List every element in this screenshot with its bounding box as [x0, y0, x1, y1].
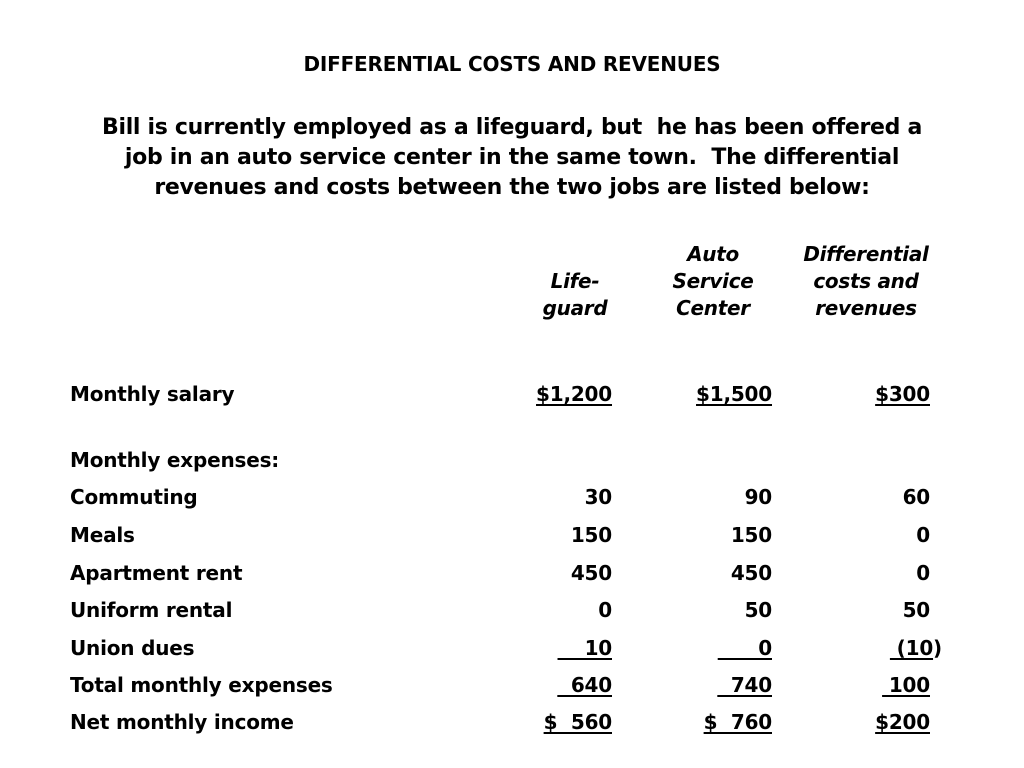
column-header-line: costs and: [813, 269, 919, 293]
cell-meals-differential: 0: [916, 523, 930, 547]
cell-salary-lifeguard: $1,200: [536, 382, 612, 406]
column-header-auto-service-center: [648, 241, 778, 322]
column-header-differential: [790, 241, 942, 322]
row-label-apartment-rent: Apartment rent: [70, 561, 243, 585]
cell-meals-auto: 150: [730, 523, 772, 547]
cell-salary-auto: $1,500: [696, 382, 772, 406]
cell-uniform-lifeguard: 0: [598, 598, 612, 622]
cell-union-differential: [890, 636, 942, 660]
cell-rent-lifeguard: 450: [570, 561, 612, 585]
cell-total-differential: 100: [882, 673, 930, 697]
cell-uniform-auto: 50: [744, 598, 772, 622]
cell-net-lifeguard: $ 560: [543, 710, 612, 734]
cell-union-differential-value: (10: [889, 636, 934, 660]
row-label-total-monthly-expenses: Total monthly expenses: [70, 673, 333, 697]
row-label-union-dues: Union dues: [70, 636, 195, 660]
column-header-line: Auto: [687, 242, 739, 266]
cell-total-auto: 740: [717, 673, 772, 697]
row-label-net-monthly-income: Net monthly income: [70, 710, 294, 734]
row-label-commuting: Commuting: [70, 485, 198, 509]
cell-union-lifeguard: 10: [557, 636, 612, 660]
intro-line: revenues and costs between the two jobs are listed below:: [154, 175, 870, 200]
cell-rent-auto: 450: [730, 561, 772, 585]
cell-commuting-auto: 90: [744, 485, 772, 509]
document-title: DIFFERENTIAL COSTS AND REVENUES: [303, 52, 721, 76]
cell-net-differential: $200: [875, 710, 930, 734]
cell-rent-differential: 0: [916, 561, 930, 585]
intro-line: Bill is currently employed as a lifeguard, but he has been offered a: [101, 115, 923, 140]
column-header-line: guard: [542, 296, 608, 320]
cell-commuting-differential: 60: [902, 485, 930, 509]
column-header-line: Differential: [803, 242, 929, 266]
intro-line: job in an auto service center in the same town. The differential: [124, 145, 900, 170]
cell-salary-differential: $300: [875, 382, 930, 406]
row-label-monthly-salary: Monthly salary: [70, 382, 235, 406]
row-label-meals: Meals: [70, 523, 135, 547]
cell-commuting-lifeguard: 30: [584, 485, 612, 509]
cell-union-differential-paren: ): [933, 636, 942, 660]
row-label-monthly-expenses: Monthly expenses:: [70, 448, 280, 472]
cell-union-auto: 0: [717, 636, 772, 660]
column-header-line: Life-: [550, 269, 600, 293]
column-header-line: Service: [672, 269, 754, 293]
cell-uniform-differential: 50: [902, 598, 930, 622]
column-header-line: revenues: [815, 296, 917, 320]
intro-paragraph: [60, 113, 964, 203]
column-header-line: Center: [676, 296, 750, 320]
column-header-lifeguard: [520, 268, 630, 322]
cell-net-auto: $ 760: [703, 710, 772, 734]
cell-meals-lifeguard: 150: [570, 523, 612, 547]
row-label-uniform-rental: Uniform rental: [70, 598, 233, 622]
cell-total-lifeguard: 640: [557, 673, 612, 697]
